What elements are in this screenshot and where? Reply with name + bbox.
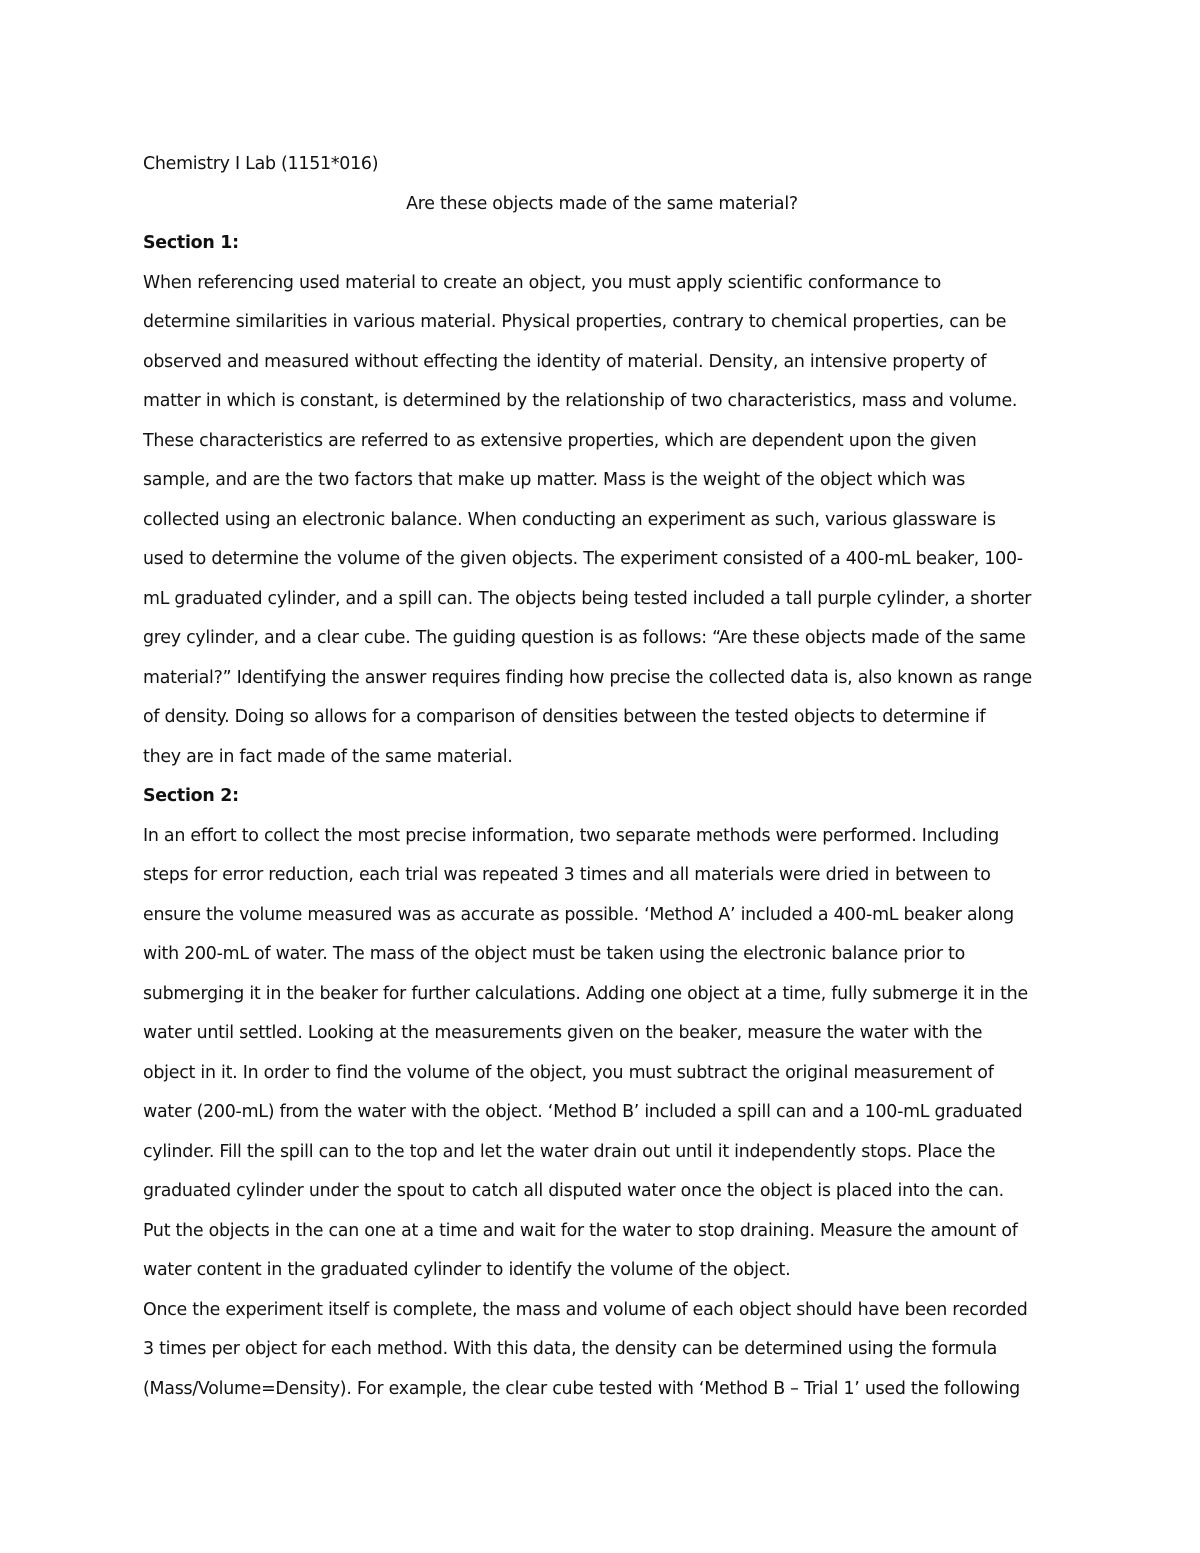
paragraph-line: cylinder. Fill the spill can to the top and let the water drain out until it independently stops. Place the [143,1141,996,1162]
paragraph-line: (Mass/Volume=Density). For example, the clear cube tested with ‘Method B – Trial 1’ used the following [143,1378,1020,1399]
section-1-paragraph [143,264,1061,778]
paragraph-line: graduated cylinder under the spout to catch all disputed water once the object is placed into the can. [143,1181,1004,1201]
paragraph-line: of density. Doing so allows for a comparison of densities between the tested objects to determine if [143,707,986,727]
section-2-heading: Section 2: [143,786,239,806]
paragraph-line: submerging it in the beaker for further calculations. Adding one object at a time, fully submerge it in the [143,983,1028,1004]
paragraph-line: collected using an electronic balance. When conducting an experiment as such, various glassware is [143,509,996,530]
paragraph-line: object in it. In order to find the volume of the object, you must subtract the original measurement of [143,1062,994,1083]
paragraph-line: When referencing used material to create an object, you must apply scientific conformance to [143,272,942,293]
paragraph-line: water until settled. Looking at the measurements given on the beaker, measure the water with the [143,1023,983,1043]
paragraph-line: Once the experiment itself is complete, the mass and volume of each object should have been recorded [143,1299,1028,1320]
paragraph-line: Put the objects in the can one at a time and wait for the water to stop draining. Measure the amount of [143,1220,1018,1241]
paragraph-line: water content in the graduated cylinder to identify the volume of the object. [143,1260,791,1280]
paragraph-line: observed and measured without effecting the identity of material. Density, an intensive property of [143,351,987,372]
paragraph-line: water (200-mL) from the water with the object. ‘Method B’ included a spill can and a 100-mL graduated [143,1102,1023,1122]
paragraph-line: material?” Identifying the answer requires finding how precise the collected data is, also known as range [143,667,1032,688]
section-2-paragraph [143,817,1061,1410]
paragraph-line: they are in fact made of the same material. [143,746,513,767]
paragraph-line: mL graduated cylinder, and a spill can. The objects being tested included a tall purple cylinder, a shorter [143,588,1032,609]
document-body [143,145,1061,1409]
paragraph-line: used to determine the volume of the given objects. The experiment consisted of a 400-mL beaker, 100- [143,549,1023,569]
paragraph-line: grey cylinder, and a clear cube. The guiding question is as follows: “Are these objects made of the same [143,628,1026,648]
document-title: Are these objects made of the same material? [406,193,798,214]
section-1-heading: Section 1: [143,233,239,253]
paragraph-line: In an effort to collect the most precise information, two separate methods were performed. Including [143,825,1000,846]
paragraph-line: sample, and are the two factors that make up matter. Mass is the weight of the object which was [143,470,966,490]
paragraph-line: steps for error reduction, each trial was repeated 3 times and all materials were dried in between to [143,865,991,885]
paragraph-line: matter in which is constant, is determined by the relationship of two characteristics, mass and volume. [143,391,1018,411]
paragraph-line: ensure the volume measured was as accurate as possible. ‘Method A’ included a 400-mL beaker along [143,904,1014,925]
course-header: Chemistry I Lab (1151*016) [143,154,379,174]
paragraph-line: with 200-mL of water. The mass of the object must be taken using the electronic balance prior to [143,944,966,964]
paragraph-line: 3 times per object for each method. With this data, the density can be determined using the formula [143,1339,998,1359]
paragraph-line: determine similarities in various material. Physical properties, contrary to chemical properties, can be [143,312,1007,332]
paragraph-line: These characteristics are referred to as extensive properties, which are dependent upon the given [143,430,977,451]
